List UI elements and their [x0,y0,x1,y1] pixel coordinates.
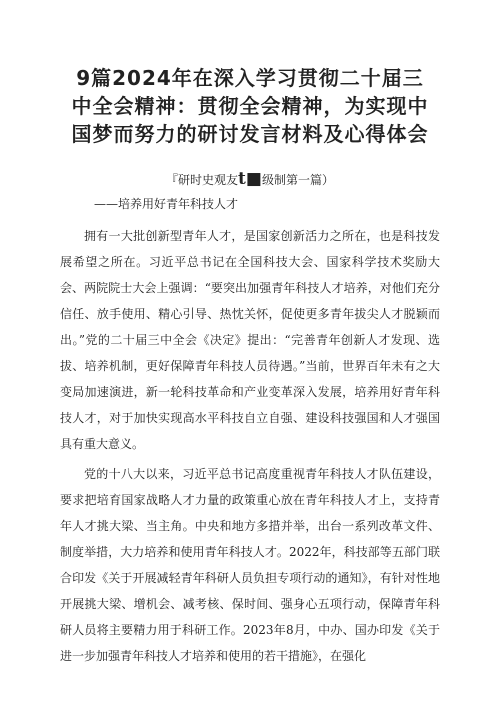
subheading-suffix: 级制第一篇） [261,173,334,187]
document-body [60,223,440,669]
paragraph-1: 拥有一大批创新型青年人才，是国家创新活力之所在，也是科技发展希望之所在。习近平总书记在全国科技大会、国家科学技术奖励大会、两院院士大会上强调：“要突出加强青年科技人才培养，对他们充分信任、放手使用、精心引导、热忱关怀，促使更多青年拔尖人才脱颖而出。”党的二十届三中全会《决定》提出：“完善青年创新人才发现、选拔、培养机制，更好保障青年科技人员待遇。”当前，世界百年未有之大变局加速演进，新一轮科技革命和产业变革深入发展，培养用好青年科技人才，对于加快实现高水平科技自立自强、建设科技强国和人才强国具有重大意义。 [60,229,440,451]
subheading-prefix: 『研时史观友 [166,173,239,187]
section-subheading [60,170,440,189]
section-byline: ——培养用好青年科技人才 [94,197,239,211]
subheading-glyph: t■ [238,169,262,189]
document-title: 9篇2024年在深入学习贯彻二十届三中全会精神：贯彻全会精神，为实现中国梦而努力的研讨发言材料及心得体会 [71,66,429,146]
paragraph-2: 党的十八大以来，习近平总书记高度重视青年科技人才队伍建设，要求把培育国家战略人才力量的政策重心放在青年科技人才上，支持青年人才挑大梁、当主角。中央和地方多措并举，出台一系列改革文件、制度举措，大力培养和使用青年科技人才。2022年，科技部等五部门联合印发《关于开展减轻青年科研人员负担专项行动的通知》，有针对性地开展挑大梁、增机会、减考核、保时间、强身心五项行动，保障青年科研人员将主要精力用于科研工作。2023年8月，中办、国办印发《关于进一步加强青年科技人才培养和使用的若干措施》，在强化 [60,467,440,663]
